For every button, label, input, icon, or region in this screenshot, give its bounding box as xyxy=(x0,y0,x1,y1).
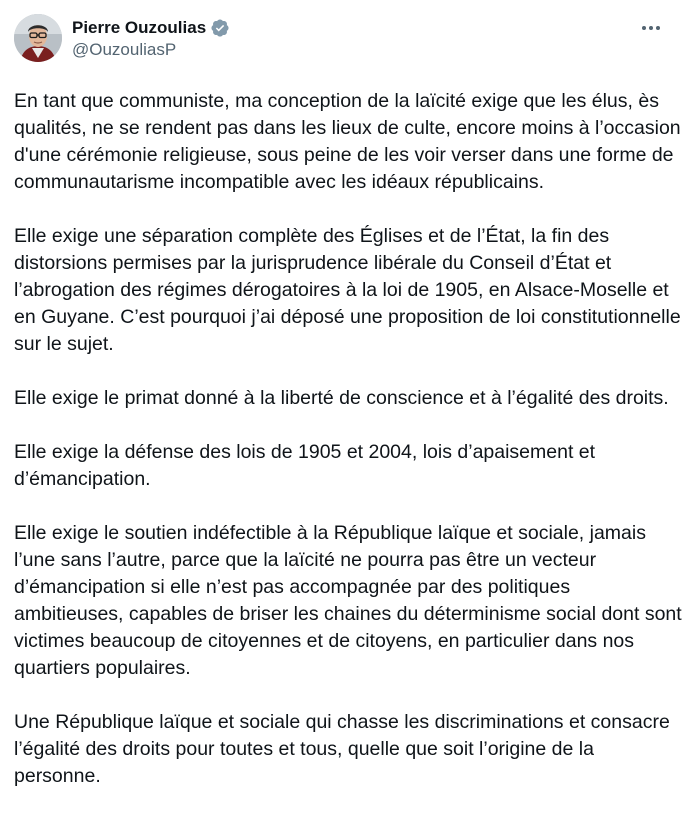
more-options-icon[interactable] xyxy=(638,18,664,38)
verified-badge-icon[interactable] xyxy=(210,18,230,38)
tweet-header xyxy=(14,14,670,72)
tweet-paragraph: Elle exige le soutien indéfectible à la République laïque et sociale, jamais l’une sans l’autre, parce que la laïcité ne pourra pas être un vecteur d’émancipation si elle n’est pas accompagnée par des politiques ambitieuses, capables de briser les chaines du déterminisme social dont sont victimes beaucoup de citoyennes et de citoyens, en particulier dans nos quartiers populaires. xyxy=(14,522,682,679)
author-display-name[interactable]: Pierre Ouzoulias xyxy=(72,18,207,37)
tweet-paragraph: Elle exige le primat donné à la liberté de conscience et à l’égalité des droits. xyxy=(14,387,669,409)
dot xyxy=(656,26,660,30)
tweet-paragraph: Une République laïque et sociale qui chasse les discriminations et consacre l’égalité des droits pour toutes et tous, quelle que soit l’origine de la personne. xyxy=(14,711,670,787)
tweet-paragraph: Elle exige la défense des lois de 1905 et 2004, lois d’apaisement et d’émancipation. xyxy=(14,441,596,490)
tweet-text xyxy=(14,88,684,790)
dot xyxy=(642,26,646,30)
tweet-paragraph: En tant que communiste, ma conception de la laïcité exige que les élus, ès qualités, ne se rendent pas dans les lieux de culte, encore moins à l’occasion d'une cérémonie religieuse, sous peine de les voir verser dans une forme de communautarisme incompatible avec les idéaux républicains. xyxy=(14,90,681,193)
author-handle[interactable]: @OuzouliasP xyxy=(72,40,177,59)
avatar[interactable] xyxy=(14,14,62,62)
profile-photo-icon xyxy=(14,14,62,62)
tweet-paragraph: Elle exige une séparation complète des Églises et de l’État, la fin des distorsions permises par la jurisprudence libérale du Conseil d’État et l’abrogation des régimes dérogatoires à la loi de 1905, en Alsace-Moselle et en Guyane. C’est pourquoi j’ai déposé une proposition de loi constitutionnelle sur le sujet. xyxy=(14,225,681,355)
name-row xyxy=(72,17,230,39)
dot xyxy=(649,26,653,30)
author-names xyxy=(72,14,230,61)
